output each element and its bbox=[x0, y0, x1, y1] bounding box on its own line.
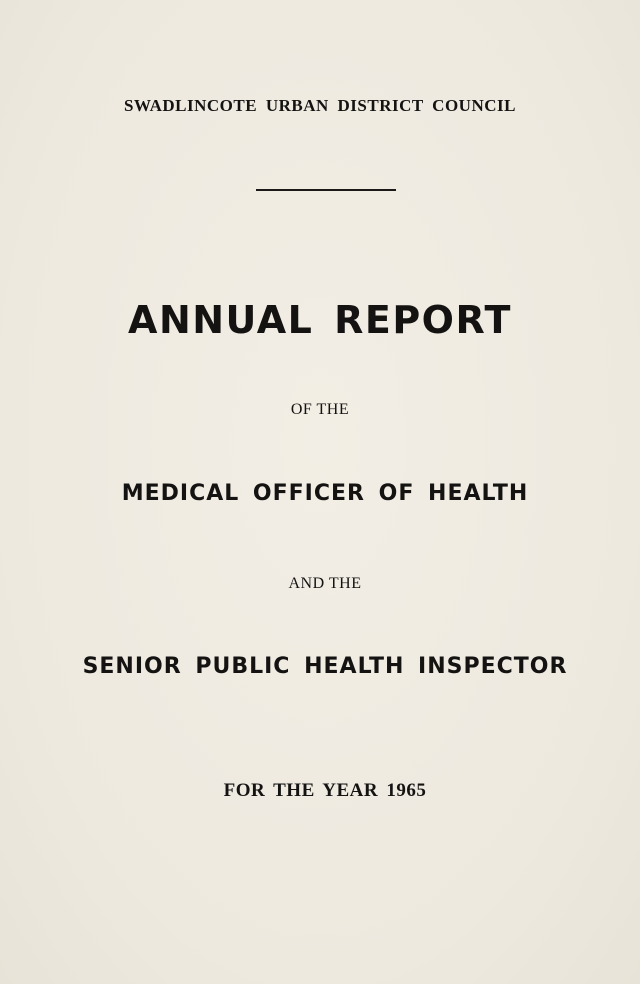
and-the-text: AND THE bbox=[288, 575, 362, 592]
medical-officer-heading: MEDICAL OFFICER OF HEALTH bbox=[121, 481, 529, 506]
report-year: FOR THE YEAR 1965 bbox=[223, 780, 427, 801]
inspector-heading: SENIOR PUBLIC HEALTH INSPECTOR bbox=[82, 654, 568, 679]
divider-rule bbox=[256, 189, 396, 191]
of-the-text: OF THE bbox=[290, 401, 350, 418]
council-name: SWADLINCOTE URBAN DISTRICT COUNCIL bbox=[124, 96, 516, 115]
report-title: ANNUAL REPORT bbox=[128, 298, 512, 342]
